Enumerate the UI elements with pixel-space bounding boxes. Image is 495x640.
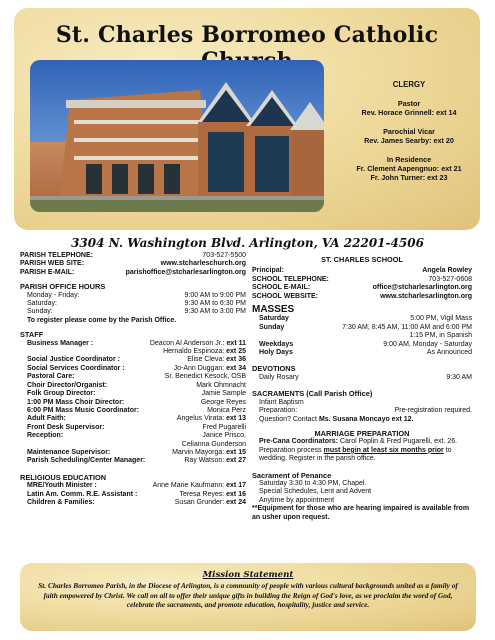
residence-name-2: Fr. John Turner: ext 23 <box>370 173 448 182</box>
parish-telephone-row: PARISH TELEPHONE: 703-527-5500 <box>20 252 246 259</box>
staff-row: Business Manager : Deacon Al Anderson Jr.: ext 11 <box>27 339 246 347</box>
staff-heading: STAFF <box>20 330 44 340</box>
parish-website-row: PARISH WEB SITE: www.stcharleschurch.org <box>20 260 246 268</box>
pastor-title: Pastor <box>397 99 421 108</box>
parish-email-row: PARISH E-MAIL: parishoffice@stcharlesarlington.org <box>20 268 246 276</box>
office-hours-heading: PARISH OFFICE HOURS <box>20 282 106 292</box>
staff-row: Social Services Coordinator : Jo-Ann Duggan: ext 34 <box>27 364 246 372</box>
header-banner <box>14 8 480 230</box>
school-website-row: SCHOOL WEBSITE: www.stcharlesarlington.org <box>252 292 472 300</box>
staff-row: Reception: Janice Prisco, <box>27 432 246 440</box>
school-telephone-row: SCHOOL TELEPHONE: 703-527-0608 <box>252 275 472 283</box>
penance-block: Saturday 3:30 to 4:30 PM, Chapel. Special Schedules, Lent and Advent Anytime by appointment <box>259 479 372 504</box>
church-photo <box>30 60 324 212</box>
register-note: To register please come by the Parish Office. <box>27 316 177 324</box>
clergy-panel <box>342 80 476 182</box>
school-heading: ST. CHARLES SCHOOL <box>320 255 404 264</box>
penance-heading: Sacrament of Penance <box>252 470 332 480</box>
masses-list <box>252 315 472 357</box>
religious-ed-heading: RELIGIOUS EDUCATION <box>20 472 107 482</box>
vicar-name: Rev. James Searby: ext 20 <box>364 136 454 145</box>
hearing-impaired-note: **Equipment for those who are hearing impaired is available from an usher upon request. <box>252 505 470 521</box>
mass-row: 1:15 PM, in Spanish <box>409 332 472 340</box>
staff-row: Pastoral Care: Sr. Benedict Kesock, OSB <box>27 373 246 381</box>
church-address: 3304 N. Washington Blvd. Arlington, VA 22201-4506 <box>71 236 424 250</box>
school-website-link[interactable]: www.stcharlesarlington.org <box>380 292 472 300</box>
mission-statement-box <box>20 563 476 631</box>
religious-ed-row: Children & Families: Susan Grunder: ext 24 <box>27 498 246 506</box>
parish-email-link[interactable]: parishoffice@stcharlesarlington.org <box>125 268 246 276</box>
hours-row: Saturday: 9:30 AM to 6:30 PM <box>27 300 246 308</box>
staff-row: Front Desk Supervisor: Fred Pugarelli <box>27 423 246 431</box>
staff-row: Choir Director/Organist: Mark Ohmnacht <box>27 381 246 389</box>
school-email-link[interactable]: office@stcharlesarlington.org <box>372 284 472 292</box>
hours-row: Monday - Friday: 9:00 AM to 9:00 PM <box>27 291 246 299</box>
staff-list <box>20 340 246 466</box>
masses-heading: MASSES <box>252 304 295 316</box>
school-email-row: SCHOOL E-MAIL: office@stcharlesarlington.org <box>252 284 472 292</box>
page-title: St. Charles Borromeo Catholic <box>55 22 439 48</box>
church-building-image <box>30 60 324 212</box>
sacraments-heading: SACRAMENTS (Call Parish Office) <box>252 389 373 399</box>
clergy-heading: CLERGY <box>392 80 426 89</box>
staff-row: Maintenance Supervisor: Marvin Mayorga: ext 15 <box>27 448 246 456</box>
devotions-heading: DEVOTIONS <box>252 364 296 374</box>
religious-ed-list <box>20 482 246 507</box>
mass-row: Holy Days As Announced <box>259 349 472 357</box>
religious-ed-row: MRE/Youth Minister : Anne Marie Kaufmann: ext 17 <box>27 482 246 490</box>
marriage-block: Pre-Cana Coordinators: Carol Poplin & Fred Pugarelli, ext. 26. Preparation process must begin at least six months prior to wedding. Register in the parish office. <box>259 438 458 463</box>
staff-row: Social Justice Coordinator : Elise Cleva: ext 36 <box>27 356 246 364</box>
mission-title: Mission Statement <box>202 570 294 580</box>
staff-row: 6:00 PM Mass Music Coordinator: Monica Perz <box>27 406 246 414</box>
hours-row: Sunday: 9:30 AM to 3:00 PM <box>27 308 246 316</box>
vicar-title: Parochial Vicar <box>383 127 435 136</box>
mass-row: Weekdays 9:00 AM, Monday - Saturday <box>259 340 472 348</box>
pastor-name: Rev. Horace Grinnell: ext 14 <box>361 108 457 117</box>
sacraments-block: Infant Baptism Preparation: Pre-registration required. Question? Contact Ms. Susana Moncayo ext 12. <box>259 398 472 423</box>
staff-row: Parish Scheduling/Center Manager: Ray Watson: ext 27 <box>27 457 246 465</box>
left-column <box>20 252 246 507</box>
mass-row: Sunday 7:30 AM, 8:45 AM, 11:00 AM and 6:00 PM <box>259 323 472 331</box>
staff-row: Adult Faith: Angelus Virata: ext 13 <box>27 415 246 423</box>
staff-row: Celianna Gunderson <box>181 440 246 448</box>
marriage-heading: MARRIAGE PREPARATION <box>314 428 410 438</box>
staff-row: 1:00 PM Mass Choir Director: George Reyes <box>27 398 246 406</box>
staff-row: Hernaldo Espinoza: ext 25 <box>163 348 246 356</box>
mass-row: Saturday 5:00 PM, Vigil Mass <box>259 315 472 323</box>
residence-title: In Residence <box>386 155 432 164</box>
staff-row: Folk Group Director: Jamie Sample <box>27 390 246 398</box>
mission-text: St. Charles Borromeo Parish, in the Diocese of Arlington, is a community of people with various cultural backgrounds united as a family of faith empowered by Christ. We call on all to offer their unique gifts in building the Reign of God's love, as we proclaim the word of God, celebrate the sacraments, and promote education, hospitality, justice and service. <box>38 581 458 610</box>
school-principal-row: Principal: Angela Rowley <box>252 267 472 275</box>
religious-ed-row: Latin Am. Comm. R.E. Assistant : Teresa Reyes: ext 16 <box>27 490 246 498</box>
residence-name-1: Fr. Clement Aapengnuo: ext 21 <box>356 164 462 173</box>
devotion-row: Daily Rosary 9:30 AM <box>259 373 472 381</box>
parish-website-link[interactable]: www.stcharleschurch.org <box>160 260 246 268</box>
right-column <box>252 252 472 522</box>
